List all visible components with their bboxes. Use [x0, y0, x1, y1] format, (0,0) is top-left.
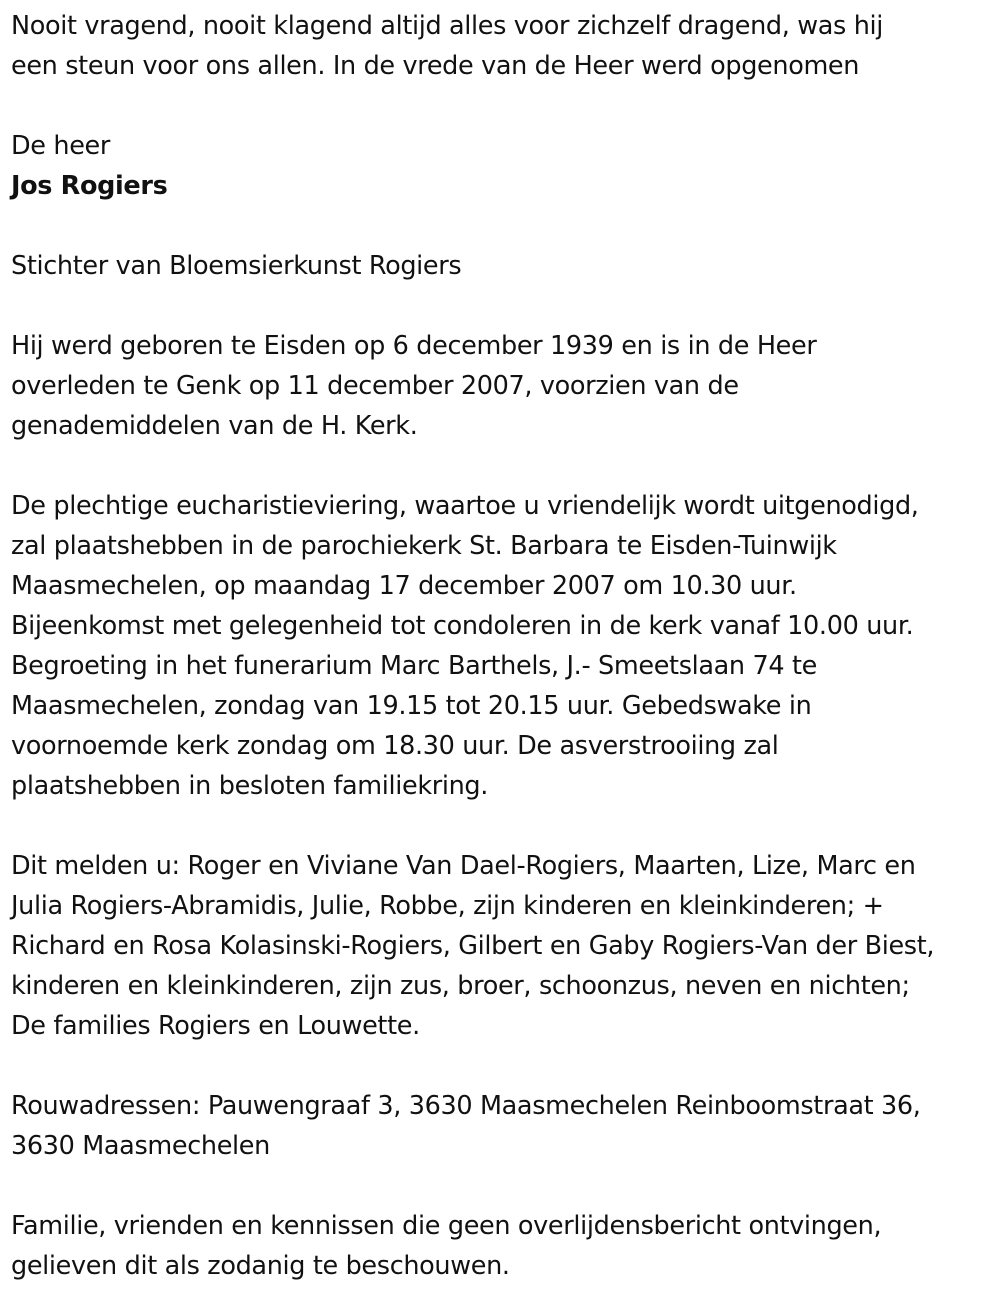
spacer	[11, 806, 1000, 846]
addresses-text: Rouwadressen: Pauwengraaf 3, 3630 Maasmechelen Reinboomstraat 36, 3630 Maasmechelen	[11, 1091, 921, 1161]
spacer	[11, 86, 1000, 126]
family-text: Dit melden u: Roger en Viviane Van Dael-Rogiers, Maarten, Lize, Marc en Julia Rogiers-Abramidis, Julie, Robbe, zijn kinderen en kleinkinderen; + Richard en Rosa Kolasinski-Rogiers, Gilbert en Gaby Rogiers-Van der Biest, kinderen en kleinkinderen, zijn zus, broer, schoonzus, neven en nichten; De families Rogiers en Louwette.	[11, 851, 935, 1041]
spacer	[11, 446, 1000, 486]
spacer	[11, 1166, 1000, 1206]
role-text: Stichter van Bloemsierkunst Rogiers	[11, 251, 462, 281]
spacer	[11, 1046, 1000, 1086]
closing-text: Familie, vrienden en kennissen die geen overlijdensbericht ontvingen, gelieven dit als zodanig te beschouwen.	[11, 1211, 882, 1281]
spacer	[11, 286, 1000, 326]
deceased-name: Jos Rogiers	[11, 171, 168, 201]
intro-text: Nooit vragend, nooit klagend altijd alles voor zichzelf dragend, was hij een steun voor ons allen. In de vrede van de Heer werd opgenomen	[11, 11, 884, 81]
birth-death-text: Hij werd geboren te Eisden op 6 december 1939 en is in de Heer overleden te Genk op 11 december 2007, voorzien van de genademiddelen van de H. Kerk.	[11, 331, 817, 441]
salutation: De heer	[11, 131, 111, 161]
spacer	[11, 206, 1000, 246]
ceremony-text: De plechtige eucharistieviering, waartoe u vriendelijk wordt uitgenodigd, zal plaatshebben in de parochiekerk St. Barbara te Eisden-Tuinwijk Maasmechelen, op maandag 17 december 2007 om 10.30 uur. Bijeenkomst met gelegenheid tot condoleren in de kerk vanaf 10.00 uur. Begroeting in het funerarium Marc Barthels, J.- Smeetslaan 74 te Maasmechelen, zondag van 19.15 tot 20.15 uur. Gebedswake in voornoemde kerk zondag om 18.30 uur. De asverstrooiing zal plaatshebben in besloten familiekring.	[11, 491, 919, 801]
